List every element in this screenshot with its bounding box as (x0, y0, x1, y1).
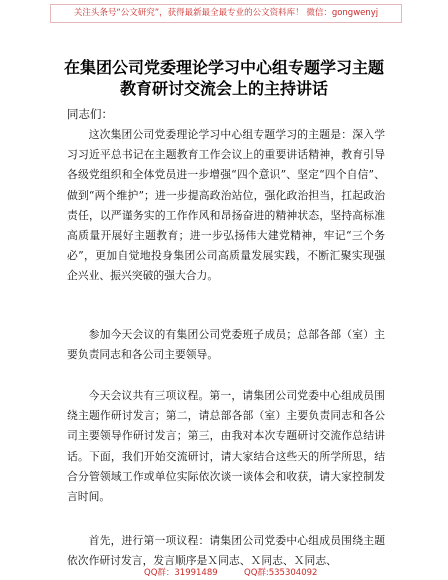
document-title-line-1: 在集团公司党委理论学习中心组专题学习主题 (63, 58, 384, 77)
footer-qq-group-1: QQ群：31991489 (144, 568, 218, 578)
salutation: 同志们： (67, 107, 113, 121)
paragraph-theme: 这次集团公司党委理论学习中心组专题学习的主题是：深入学习习近平总书记在主题教育工作会议上的重要讲话精神，教育引导各级党组织和全体党员进一步增强“四个意识”、坚定“四个自信”、做到“两个维护”；进一步提高政治站位，强化政治担当，扛起政治责任，以严谨务实的工作作风和昂扬奋进的精神状态，坚持高标准高质量开展好主题教育；进一步弘扬伟大建党精神，牢记“三个务必”，更加自觉地投身集团公司高质量发展实践，不断汇聚实现强企兴业、振兴突破的强大合力。 (67, 128, 385, 283)
footer-qq-group-2: QQ群:535304092 (244, 568, 318, 578)
document-title-line-2: 教育研讨交流会上的主持讲话 (119, 79, 328, 98)
header-banner: 关注头条号“公文研究”，获得最新最全最专业的公文资料库！ 微信：gongwenyj (50, 4, 402, 23)
paragraph-attendees: 参加今天会议的有集团公司党委班子成员；总部各部（室）主要负责同志和各公司主要领导。 (67, 328, 385, 362)
paragraph-agenda: 今天会议共有三项议程。第一，请集团公司党委中心组成员围绕主题作研讨发言；第二，请总部各部（室）主要负责同志和各公司主要领导作研讨发言；第三，由我对本次专题研讨交流作总结讲话。下面，我们开始交流研讨，请大家结合这些天的所学所思，结合分管领域工作或单位实际依次谈一谈体会和收获，请大家控制发言时间。 (67, 389, 385, 504)
paragraph-first-item: 首先，进行第一项议程：请集团公司党委中心组成员围绕主题依次作研讨发言，发言顺序是Ｘ同志、Ｘ同志、Ｘ同志、 (67, 534, 385, 568)
